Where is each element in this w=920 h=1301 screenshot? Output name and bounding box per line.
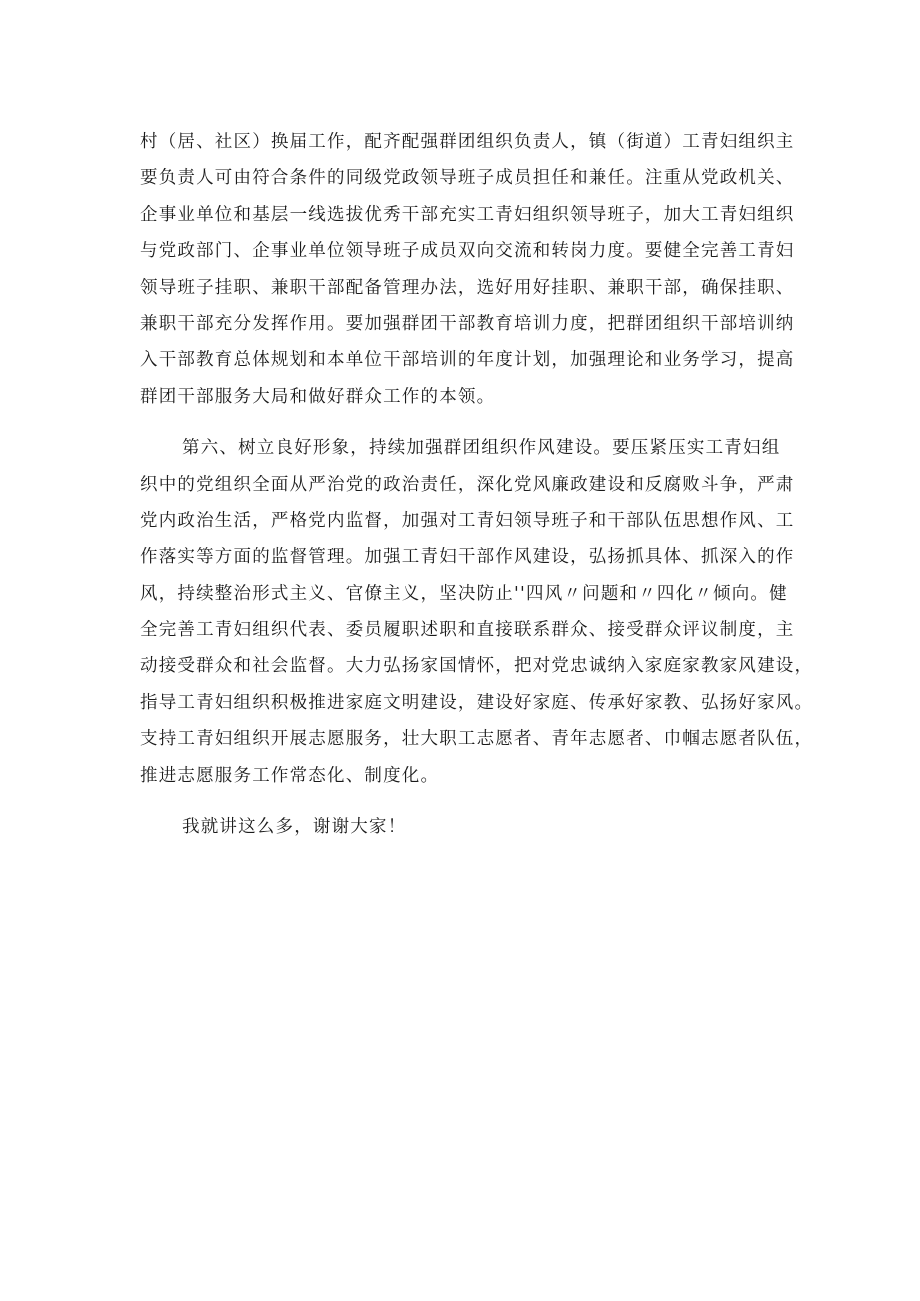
paragraph-line: 动接受群众和社会监督。大力弘扬家国情怀，把对党忠诚纳入家庭家教家风建设， — [140, 656, 814, 677]
paragraph-line: 兼职干部充分发挥作用。要加强群团干部教育培训力度，把群团组织干部培训纳 — [140, 313, 795, 334]
paragraph-line: 第六、树立良好形象，持续加强群团组织作风建设。要压紧压实工青妇组 — [182, 438, 781, 459]
paragraph-2 — [140, 430, 814, 794]
paragraph-line: 入干部教育总体规划和本单位干部培训的年度计划，加强理论和业务学习，提高 — [140, 350, 795, 371]
closing-paragraph — [140, 809, 788, 845]
paragraph-line: 村（居、社区）换届工作，配齐配强群团组织负责人，镇（街道）工青妇组织主 — [140, 132, 795, 152]
paragraph-line: 作落实等方面的监督管理。加强工青妇干部作风建设，弘扬抓具体、抓深入的作 — [140, 547, 795, 568]
paragraph-line: 风，持续整治形式主义、官僚主义，坚决防止''四风〃问题和〃四化〃倾向。健 — [140, 583, 788, 604]
document-body — [140, 124, 814, 845]
paragraph-line: 群团干部服务大局和做好群众工作的本领。 — [140, 386, 496, 407]
paragraph-line: 指导工青妇组织积极推进家庭文明建设，建设好家庭、传承好家教、弘扬好家风。 — [140, 692, 814, 713]
paragraph-1 — [140, 124, 795, 415]
paragraph-line: 党内政治生活，严格党内监督，加强对工青妇领导班子和干部队伍思想作风、工 — [140, 510, 795, 531]
paragraph-line: 织中的党组织全面从严治党的政治责任，深化党风廉政建设和反腐败斗争，严肃 — [140, 474, 795, 495]
paragraph-spacing — [140, 794, 788, 809]
paragraph-spacing — [140, 415, 788, 430]
closing-line: 我就讲这么多，谢谢大家！ — [182, 817, 407, 838]
paragraph-line: 推进志愿服务工作常态化、制度化。 — [140, 765, 440, 786]
paragraph-line: 企事业单位和基层一线选拔优秀干部充实工青妇组织领导班子，加大工青妇组织 — [140, 204, 795, 225]
paragraph-line: 领导班子挂职、兼职干部配备管理办法，选好用好挂职、兼职干部，确保挂职、 — [140, 277, 795, 298]
paragraph-line: 支持工青妇组织开展志愿服务，壮大职工志愿者、青年志愿者、巾帼志愿者队伍， — [140, 729, 814, 750]
paragraph-line: 与党政部门、企事业单位领导班子成员双向交流和转岗力度。要健全完善工青妇 — [140, 241, 795, 262]
paragraph-line: 要负责人可由符合条件的同级党政领导班子成员担任和兼任。注重从党政机关、 — [140, 168, 795, 189]
paragraph-line: 全完善工青妇组织代表、委员履职述职和直接联系群众、接受群众评议制度，主 — [140, 620, 795, 641]
